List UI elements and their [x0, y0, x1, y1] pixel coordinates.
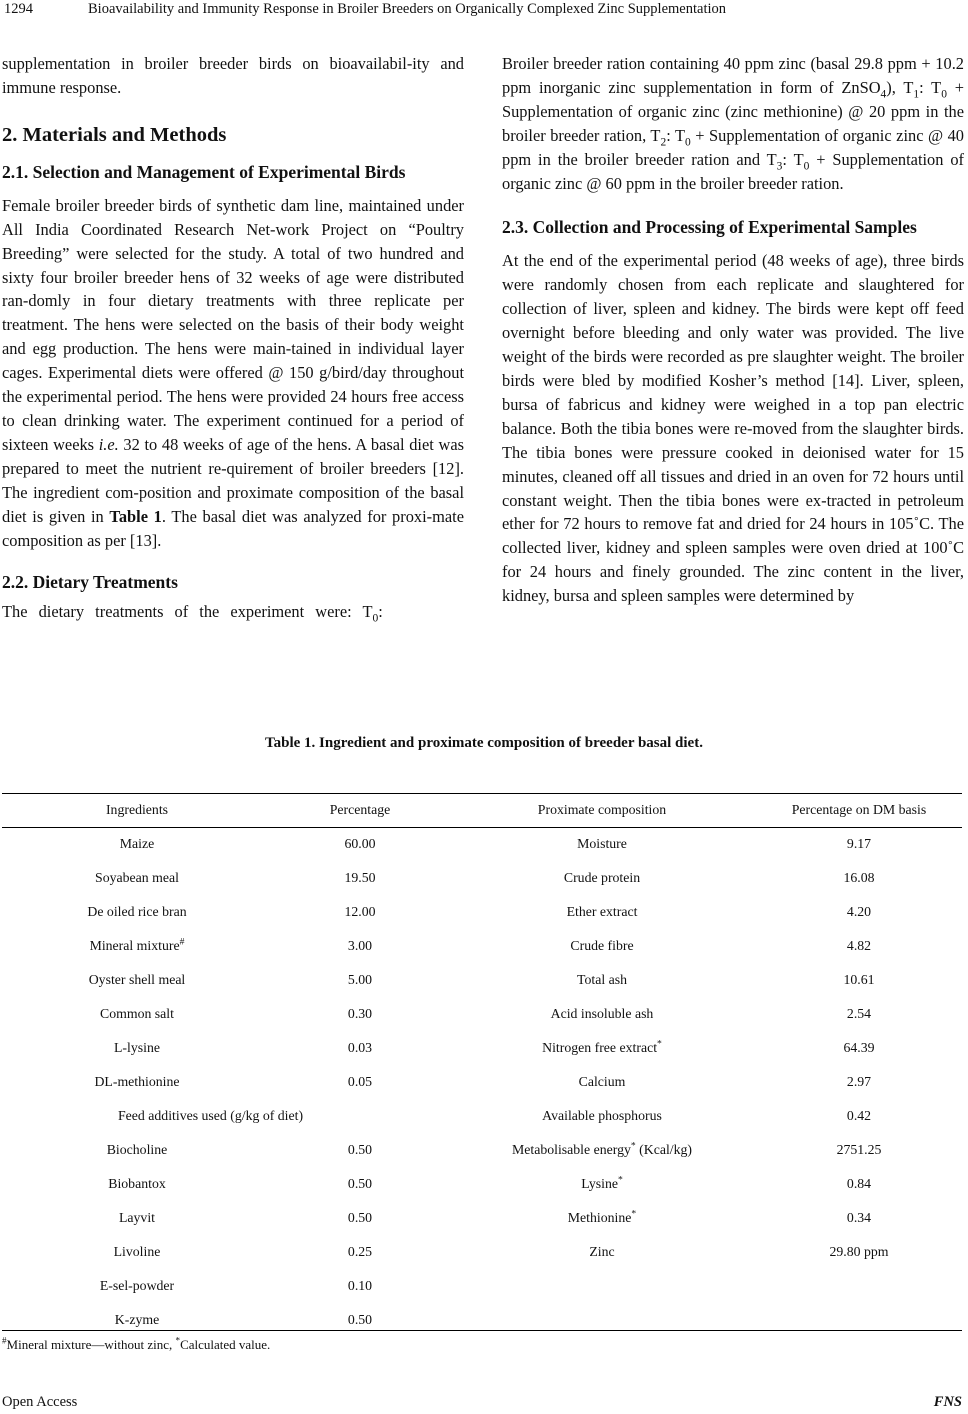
subsection-title-selection: 2.1. Selection and Management of Experimental Birds [2, 161, 406, 182]
treatments-paragraph: Broiler breeder ration containing 40 ppm zinc (basal 29.8 ppm + 10.2 ppm inorganic zinc supplementation in form of ZnSO$_4$), $T_1$: $T_0$ + Supplementation of organic zinc (zinc methionine) @ 20 ppm in the broiler breeder ration, $T_2$: $T_0$ + Supplementation of organic zinc @ 40 ppm in the broiler breeder ration and $T_3$: $T_0$ + Supplementation of organic zinc @ 60 ppm in the broiler breeder ration. [502, 54, 964, 193]
table-row: Biobantox 0.50 Lysine* 0.84 [108, 1174, 872, 1191]
table-row: K-zyme 0.50 [114, 1312, 373, 1327]
subsection-title-dietary: 2.2. Dietary Treatments [2, 572, 178, 593]
running-head [0, 0, 968, 22]
table-row: L-lysine 0.03 Nitrogen free extract* 64.39 [114, 1038, 875, 1055]
table-row: DL-methionine 0.05 Calcium 2.97 [94, 1074, 872, 1089]
table-row-feed-additives: Feed additives used (g/kg of diet) Available phosphorus 0.42 [118, 1108, 872, 1123]
table-row: Soyabean meal 19.50 Crude protein 16.08 [95, 870, 875, 885]
table-caption: Table 1. Ingredient and proximate composition of breeder basal diet. [265, 735, 703, 751]
ie-abbrev: i.e. [98, 434, 119, 454]
open-access-label: Open Access [2, 1394, 78, 1410]
table-row: De oiled rice bran 12.00 Ether extract 4.20 [87, 904, 872, 919]
table-row: Layvit 0.50 Methionine* 0.34 [118, 1208, 872, 1225]
header-ingredients: Ingredients [105, 802, 169, 817]
section-title-materials-methods: 2. Materials and Methods [2, 123, 227, 146]
collection-paragraph: At the end of the experimental period (48 weeks of age), three birds were randomly chosen from each replicate and slaughtered for collection of liver, spleen and kidney. The birds were kept off feed overnight before bleeding and only water was provided. The live weight of the birds were recorded as pre slaughter weight. The broiler birds were bled by modified Kosher’s method [14]. Liver, spleen, bursa of fabricus and kidney were weighed in a top pan electric balance. Both the tibia bones were re-moved from the slaughter birds. The tibia bones were pressure cooked in deionised water for 15 minutes, cleaned off all tissues and dried in an oven for 72 hours until constant weight. Then the tibia bones were ex-tracted in petroleum ether for 72 hours to remove fat and dried for 24 hours in 105˚C. The collected liver, kidney and spleen samples were oven dried at 100˚C for 24 hours and finely grounded. The zinc content in the liver, kidney, bursa and spleen samples were determined by [502, 251, 964, 606]
dietary-paragraph: The dietary treatments of the experiment were: $T_0$: [2, 602, 383, 625]
composition-table [2, 793, 962, 1337]
running-title: Bioavailability and Immunity Response in Broiler Breeders on Organically Complexed Zinc Supplementation [88, 1, 727, 17]
table-row: Livoline 0.25 Zinc 29.80 ppm [113, 1244, 889, 1259]
table-row: E-sel-powder 0.10 [99, 1278, 373, 1293]
table-row: Common salt 0.30 Acid insoluble ash 2.54 [100, 1006, 872, 1021]
header-percentage: Percentage [329, 802, 391, 817]
table-row: Oyster shell meal 5.00 Total ash 10.61 [88, 972, 875, 987]
right-column [502, 52, 964, 608]
subsection-title-collection: 2.3. Collection and Processing of Experimental Samples [502, 217, 917, 238]
page-number: 1294 [4, 1, 33, 17]
table-row: Mineral mixture# 3.00 Crude fibre 4.82 [89, 936, 872, 953]
header-proximate: Proximate composition [537, 802, 667, 817]
table-reference: Table 1 [109, 506, 162, 526]
left-column [2, 52, 464, 624]
intro-tail-paragraph: supplementation in broiler breeder birds on bioavailabil-ity and immune response. [2, 54, 464, 97]
table-header-row [2, 793, 962, 827]
table-footnote: #Mineral mixture—without zinc, *Calculated value. [2, 1335, 271, 1352]
header-dm-percentage: Percentage on DM basis [791, 802, 927, 817]
table-row: Maize 60.00 Moisture 9.17 [119, 836, 872, 851]
selection-paragraph: Female broiler breeder birds of synthetic dam line, maintained under All India Coordinated Research Net-work Project on “Poultry Breeding” were selected for the study. A total of two hundred and sixty four broiler breeder hens of 32 weeks of age were distributed ran-domly in four dietary treatments with three replicate per treatment. The hens were selected on the basis of their body weight and egg production. The hens were main-tained in individual layer cages. Experimental diets were offered @ 150 g/bird/day throughout the experimental period. The hens were provided 24 hours free access to clean drinking water. The experiment continued for a period of sixteen weeks i.e. 32 to 48 weeks of age of the hens. A basal diet was prepared to meet the nutrient re-quirement of broiler breeders [12]. The ingredient com-position and proximate composition of the basal diet is given in Table 1. The basal diet was analyzed for proxi-mate composition as per [13]. [2, 195, 464, 550]
journal-abbrev: FNS [933, 1394, 962, 1410]
table-row: Biocholine 0.50 Metabolisable energy* (Kcal/kg) 2751.25 [106, 1140, 882, 1157]
